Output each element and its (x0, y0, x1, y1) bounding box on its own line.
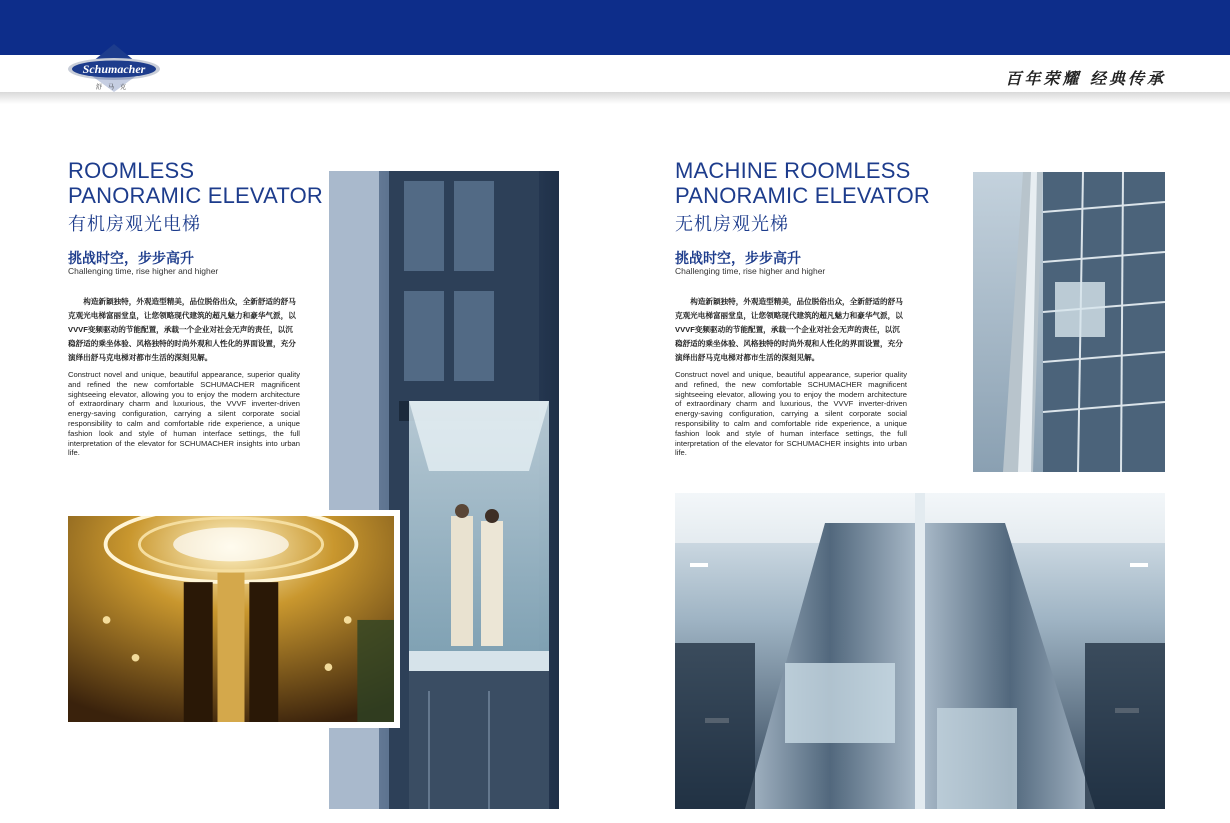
schumacher-logo (66, 42, 162, 98)
top-brand-bar (0, 0, 1230, 55)
left-body-cn: 构造新颖独特，外观造型精美，品位脱俗出众，全新舒适的舒马克观光电梯富丽堂皇，让您领略现代建筑的超凡魅力和豪华气派，以VVVF变频驱动的节能配置，承载一个企业对社会无声的责任，以沉稳舒适的乘坐体验、风格独特的时尚外观和人性化的界面设置，充分演绎出舒马克电梯对都市生活的深刻见解。 (68, 297, 296, 362)
left-title-en-line1: ROOMLESS (68, 158, 195, 183)
brand-slogan: 百年荣耀 经典传承 (1005, 69, 1166, 88)
left-title-cn: 有机房观光电梯 (68, 214, 201, 234)
right-body-cn: 构造新颖独特，外观造型精美，品位脱俗出众，全新舒适的舒马克观光电梯富丽堂皇，让您领略现代建筑的超凡魅力和豪华气派，以VVVF变频驱动的节能配置，承载一个企业对社会无声的责任，以沉稳舒适的乘坐体验、风格独特的时尚外观和人性化的界面设置，充分演绎出舒马克电梯对都市生活的深刻见解。 (675, 297, 903, 362)
right-title-en-line2: PANORAMIC ELEVATOR (675, 183, 931, 208)
atrium-elevator-photo (62, 510, 400, 728)
left-subtitle-cn: 挑战时空，步步高升 (68, 250, 194, 266)
right-title-cn: 无机房观光梯 (675, 214, 789, 234)
left-body-en: Construct novel and unique, beautiful appearance, superior quality and refined the new comfortable SCHUMACHER magnificent sightseeing elevator, allowing you to enjoy the modern architecture of extraordinary charm and luxurious, the VVVF inverter-driven energy-saving configuration, carrying a silent corporate social responsibility to calm and comfortable ride experience, a unique fashion look and style of human interface settings, the full interpretation of the elevator for SCHUMACHER insights into urban life. (68, 370, 300, 458)
logo-wordmark: Schumacher (82, 62, 146, 76)
right-body-en: Construct novel and unique, beautiful appearance, superior quality and refined, the new comfortable SCHUMACHER magnificent sightseeing elevator, allowing you to enjoy the modern architecture of extraordinary charm and luxurious, the VVVF inverter-driven energy-saving configuration, carrying a silent corporate social responsibility to calm and comfortable ride experience, a unique fashion look and style of human interface settings, the full interpretation of the elevator for SCHUMACHER insights into urban life. (675, 370, 907, 458)
left-title-en-line2: PANORAMIC ELEVATOR (68, 183, 324, 208)
glass-tower-elevator-photo (973, 172, 1165, 472)
header-divider (0, 92, 1230, 104)
right-subtitle-cn: 挑战时空，步步高升 (675, 250, 801, 266)
right-subtitle-en: Challenging time, rise higher and higher (675, 266, 826, 276)
logo-chinese-name: 舒马克 (95, 85, 132, 91)
right-title-en-line1: MACHINE ROOMLESS (675, 158, 911, 183)
left-subtitle-en: Challenging time, rise higher and higher (68, 266, 219, 276)
twin-glass-elevators-photo (675, 493, 1165, 809)
